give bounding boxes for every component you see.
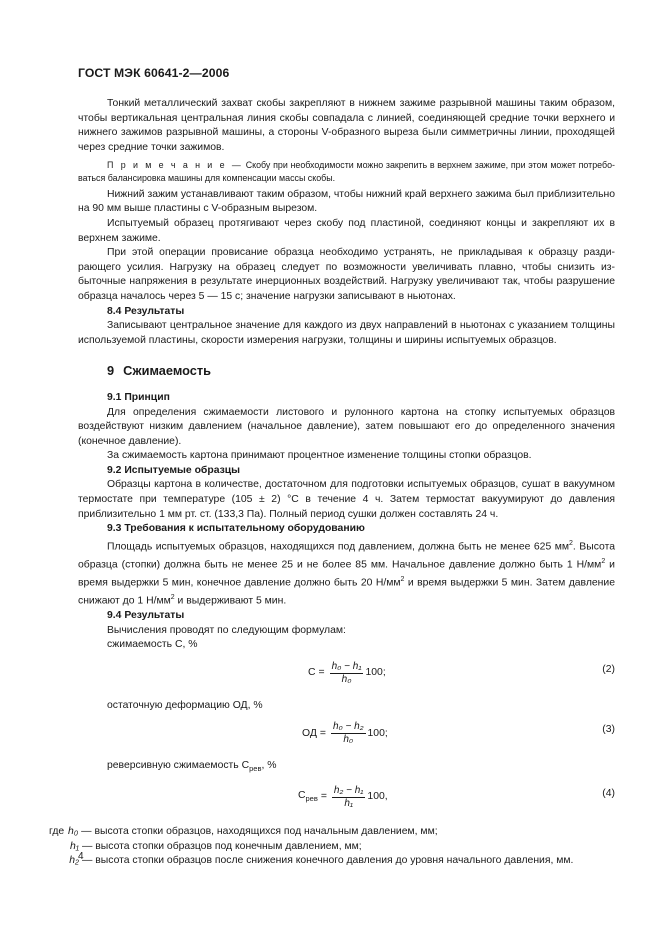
equation-number: (4) [602,788,615,800]
paragraph: сжимаемость С, % [107,639,198,651]
note-text: Скобу при необходимости можно закрепить в верхнем зажиме, при этом может потребоваться балансировка машины для компенсации массы скобы. [78,160,615,183]
formula-lhs: ОД [302,727,317,739]
subsection-heading: 9.1 Принцип [107,391,170,403]
definition-symbol: h₂ [69,855,79,867]
denominator: h₀ [343,734,354,746]
section-title: Сжимаемость [123,363,212,379]
definition-item [49,840,615,855]
note [78,159,615,183]
page-number: 4 [78,851,84,862]
paragraph: Образцы картона в количестве, достаточном для подготовки испытуемых образцов, сушат в вакуумном термостате при температуре (105 ± 2) °С в течение 4 ч. Затем термостат вакуумируют до давления приблизительно 1 мм рт. ст. (133,3 Па). Полный период сушки должен составлять 24 ч. [78,479,615,520]
formula-2: С = $\frac{\text{h₀ − h₁}}{\text{h₀}}$ 100; (2) [308,660,615,685]
numerator: h₂ − h₁ [333,785,364,797]
definition-item [49,854,615,869]
formula-lhs: С [308,667,316,679]
fraction [332,785,366,810]
subsection-heading: 8.4 Результаты [107,305,185,317]
paragraph: реверсивную сжимаемость $С_{рев}$, % [107,760,277,774]
paragraph: Испытуемый образец протягивают через скобу под пластиной, соединяют концы и закрепляют их в верхнем зажиме. [78,217,615,244]
paragraph: При этой операции провисание образца необходимо устранять, не прикладывая к образцу раздирающего усилия. Нагрузку на образец следует по возможности увеличивать плавно, чтобы снизить избыточные напряжения в результате инерционных воздействий. Нагрузку увеличивают так, чтобы разрушение образца началось через 5 — 15 с; значение нагрузки записывают в ньютонах. [78,247,615,302]
paragraph: Тонкий металлический захват скобы закрепляют в нижнем зажиме разрывной машины таким образом, чтобы вертикальная центральная линия скобы совпадала с линией, соединяющей средние точки верхнего и нижнего зажимов разрывной машины, а стороны V-образного выреза были симметричны линии, проходящей через средние точки зажимов. [78,98,615,153]
definition-item [49,825,615,840]
definition-symbol: h₁ [69,840,79,852]
formula-lhs: $С_{рев}$ [298,789,318,803]
definition-text: — высота стопки образцов под конечным давлением, мм; [82,840,362,852]
subsection-heading: 9.3 Требования к испытательному оборудованию [107,523,365,535]
section-number: 9 [107,363,115,379]
equation-number: (3) [602,724,615,736]
paragraph: Нижний зажим устанавливают таким образом, чтобы нижний край верхнего зажима был приблизительно на 90 мм выше пластины с V-образным вырезом. [78,188,616,215]
factor: 100; [365,667,386,679]
definitions-list [49,825,615,869]
definition-prefix: где [49,826,65,838]
factor: 100, [367,791,388,803]
document-body [49,97,616,869]
definition-text: — высота стопки образцов, находящихся под начальным давлением, мм; [81,826,438,838]
formula-3: ОД = $\frac{\text{h₀ − h₂}}{\text{h₀}}$ 100; (3) [302,721,615,746]
denominator: h₁ [344,798,354,810]
subsection-heading: 9.2 Испытуемые образцы [107,464,241,476]
paragraph: остаточную деформацию ОД, % [107,699,263,711]
formula-4: $С_{рев}$ = $\frac{\text{h₂ − h₁}}{\text{h₁}}$ 100, (4) [298,785,615,810]
document-header: ГОСТ МЭК 60641-2—2006 [78,66,230,80]
denominator: h₀ [341,673,352,685]
factor: 100; [367,727,388,739]
fraction [330,661,364,686]
numerator: h₀ − h₂ [332,721,364,733]
paragraph: Записывают центральное значение для каждого из двух направлений в ньютонах с указанием толщины используемой пластины, скорости измерения нагрузки, толщины и ширины испытуемых образцов. [78,320,615,346]
note-label: П р и м е ч а н и е — [107,160,243,171]
section-heading [107,364,615,379]
definition-symbol: h₀ [68,826,79,838]
paragraph: За сжимаемость картона принимают процентное изменение толщины стопки образцов. [107,450,532,462]
paragraph: Вычисления проводят по следующим формулам: [107,624,346,636]
numerator: h₀ − h₁ [331,660,362,672]
definition-text: — высота стопки образцов после снижения конечного давления до уровня начального давления, мм. [82,855,574,867]
subsection-heading: 9.4 Результаты [107,610,185,622]
paragraph: Для определения сжимаемости листового и рулонного картона на стопку испытуемых образцов воздействуют низким давлением (начальное давление), затем повышают его до определенного значения (конечное давление). [78,406,615,447]
paragraph: Площадь испытуемых образцов, находящихся под давлением, должна быть не менее 625 $мм^2$. Высота образца (стопки) должна быть не менее 25 и не более 85 мм. Начальное давление должно быть 1 $Н/мм^2$ и время выдержки 5 мин, конечное давление должно быть 20 $Н/мм^2$ и время выдержки 5 мин. Затем давление снижают до 1 $Н/мм^2$ и выдерживают 5 мин. [78,539,615,607]
fraction [331,721,366,746]
equation-number: (2) [602,663,615,675]
